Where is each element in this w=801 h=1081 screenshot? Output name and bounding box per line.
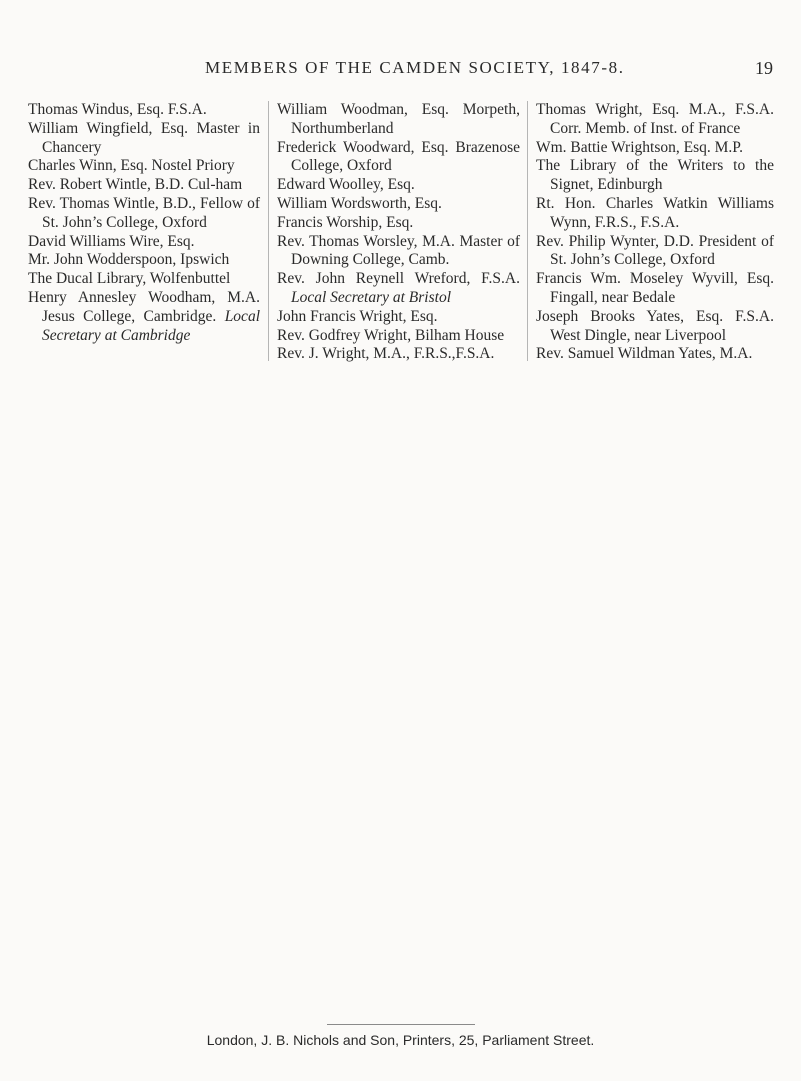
member-entry bbox=[536, 270, 774, 308]
member-entry bbox=[536, 233, 774, 271]
member-name: Rev. John Reynell Wreford, F.S.A. bbox=[277, 270, 520, 288]
member-name: William Woodman, Esq. Morpeth, Northumberland bbox=[277, 101, 520, 137]
member-entry bbox=[28, 270, 260, 289]
member-entry bbox=[277, 176, 520, 195]
member-name: Rt. Hon. Charles Watkin Williams Wynn, F.R.S., F.S.A. bbox=[536, 194, 774, 231]
column-2 bbox=[277, 101, 520, 364]
member-name: Thomas Windus, Esq. F.S.A. bbox=[28, 101, 207, 118]
member-entry bbox=[536, 195, 774, 233]
column-1 bbox=[28, 101, 260, 345]
member-name: Rev. Godfrey Wright, Bilham House bbox=[277, 326, 505, 344]
member-entry bbox=[536, 345, 774, 364]
member-name: John Francis Wright, Esq. bbox=[277, 307, 438, 325]
member-entry bbox=[28, 157, 260, 176]
member-entry bbox=[277, 308, 520, 327]
member-entry bbox=[277, 214, 520, 233]
member-entry bbox=[28, 101, 260, 120]
column-divider-2 bbox=[527, 101, 528, 361]
member-name: Rev. Thomas Worsley, M.A. Master of Downing College, Camb. bbox=[277, 232, 520, 269]
local-secretary-note: Local Secretary at Bristol bbox=[291, 288, 452, 306]
member-entry bbox=[277, 139, 520, 177]
member-name: Rev. Robert Wintle, B.D. Cul-ham bbox=[28, 176, 243, 194]
member-entry bbox=[277, 101, 520, 139]
member-name: Francis Wm. Moseley Wyvill, Esq. Fingall, near Bedale bbox=[536, 270, 774, 306]
page-number: 19 bbox=[755, 58, 773, 78]
member-name: William Wingfield, Esq. Master in Chancery bbox=[28, 119, 260, 156]
member-entry bbox=[277, 233, 520, 271]
member-name: The Library of the Writers to the Signet, Edinburgh bbox=[536, 157, 774, 194]
member-name: William Wordsworth, Esq. bbox=[277, 194, 442, 212]
member-entry bbox=[536, 101, 774, 139]
column-3 bbox=[536, 101, 774, 364]
member-entry bbox=[28, 289, 260, 345]
member-entry bbox=[28, 195, 260, 233]
footer-rule bbox=[327, 1024, 475, 1025]
member-name: The Ducal Library, Wolfenbuttel bbox=[28, 270, 231, 288]
member-entry bbox=[28, 176, 260, 195]
member-name: Rev. J. Wright, M.A., F.R.S.,F.S.A. bbox=[277, 345, 495, 363]
member-name: Rev. Philip Wynter, D.D. President of St. John’s College, Oxford bbox=[536, 232, 774, 269]
member-entry bbox=[28, 120, 260, 158]
member-name: Thomas Wright, Esq. M.A., F.S.A. Corr. Memb. of Inst. of France bbox=[536, 101, 774, 137]
member-name: Edward Woolley, Esq. bbox=[277, 176, 415, 194]
member-name: Charles Winn, Esq. Nostel Priory bbox=[28, 157, 235, 175]
member-name: Francis Worship, Esq. bbox=[277, 213, 414, 231]
member-entry bbox=[277, 195, 520, 214]
member-entry bbox=[277, 327, 520, 346]
member-entry bbox=[277, 345, 520, 364]
member-entry bbox=[536, 308, 774, 346]
member-entry bbox=[536, 157, 774, 195]
member-name: Rev. Thomas Wintle, B.D., Fellow of St. John’s College, Oxford bbox=[28, 194, 260, 231]
running-title: MEMBERS OF THE CAMDEN SOCIETY, 1847-8. bbox=[205, 58, 625, 77]
member-name: Frederick Woodward, Esq. Brazenose College, Oxford bbox=[277, 138, 520, 175]
member-name: David Williams Wire, Esq. bbox=[28, 232, 195, 250]
member-entry bbox=[28, 233, 260, 252]
member-name: Rev. Samuel Wildman Yates, M.A. bbox=[536, 345, 753, 363]
column-divider-1 bbox=[268, 101, 269, 361]
member-name: Joseph Brooks Yates, Esq. F.S.A. West Dingle, near Liverpool bbox=[536, 307, 774, 344]
member-name: Mr. John Wodderspoon, Ipswich bbox=[28, 251, 230, 269]
member-name: Wm. Battie Wrightson, Esq. M.P. bbox=[536, 138, 744, 156]
local-secretary-note: Local Secretary at Cambridge bbox=[42, 307, 260, 344]
member-entry bbox=[277, 270, 520, 308]
running-header bbox=[0, 58, 801, 88]
printer-imprint: London, J. B. Nichols and Son, Printers, 25, Parliament Street. bbox=[206, 1032, 595, 1048]
member-name: Henry Annesley Woodham, M.A. Jesus College, Cambridge. bbox=[28, 288, 260, 325]
member-entry bbox=[28, 251, 260, 270]
member-entry bbox=[536, 139, 774, 158]
